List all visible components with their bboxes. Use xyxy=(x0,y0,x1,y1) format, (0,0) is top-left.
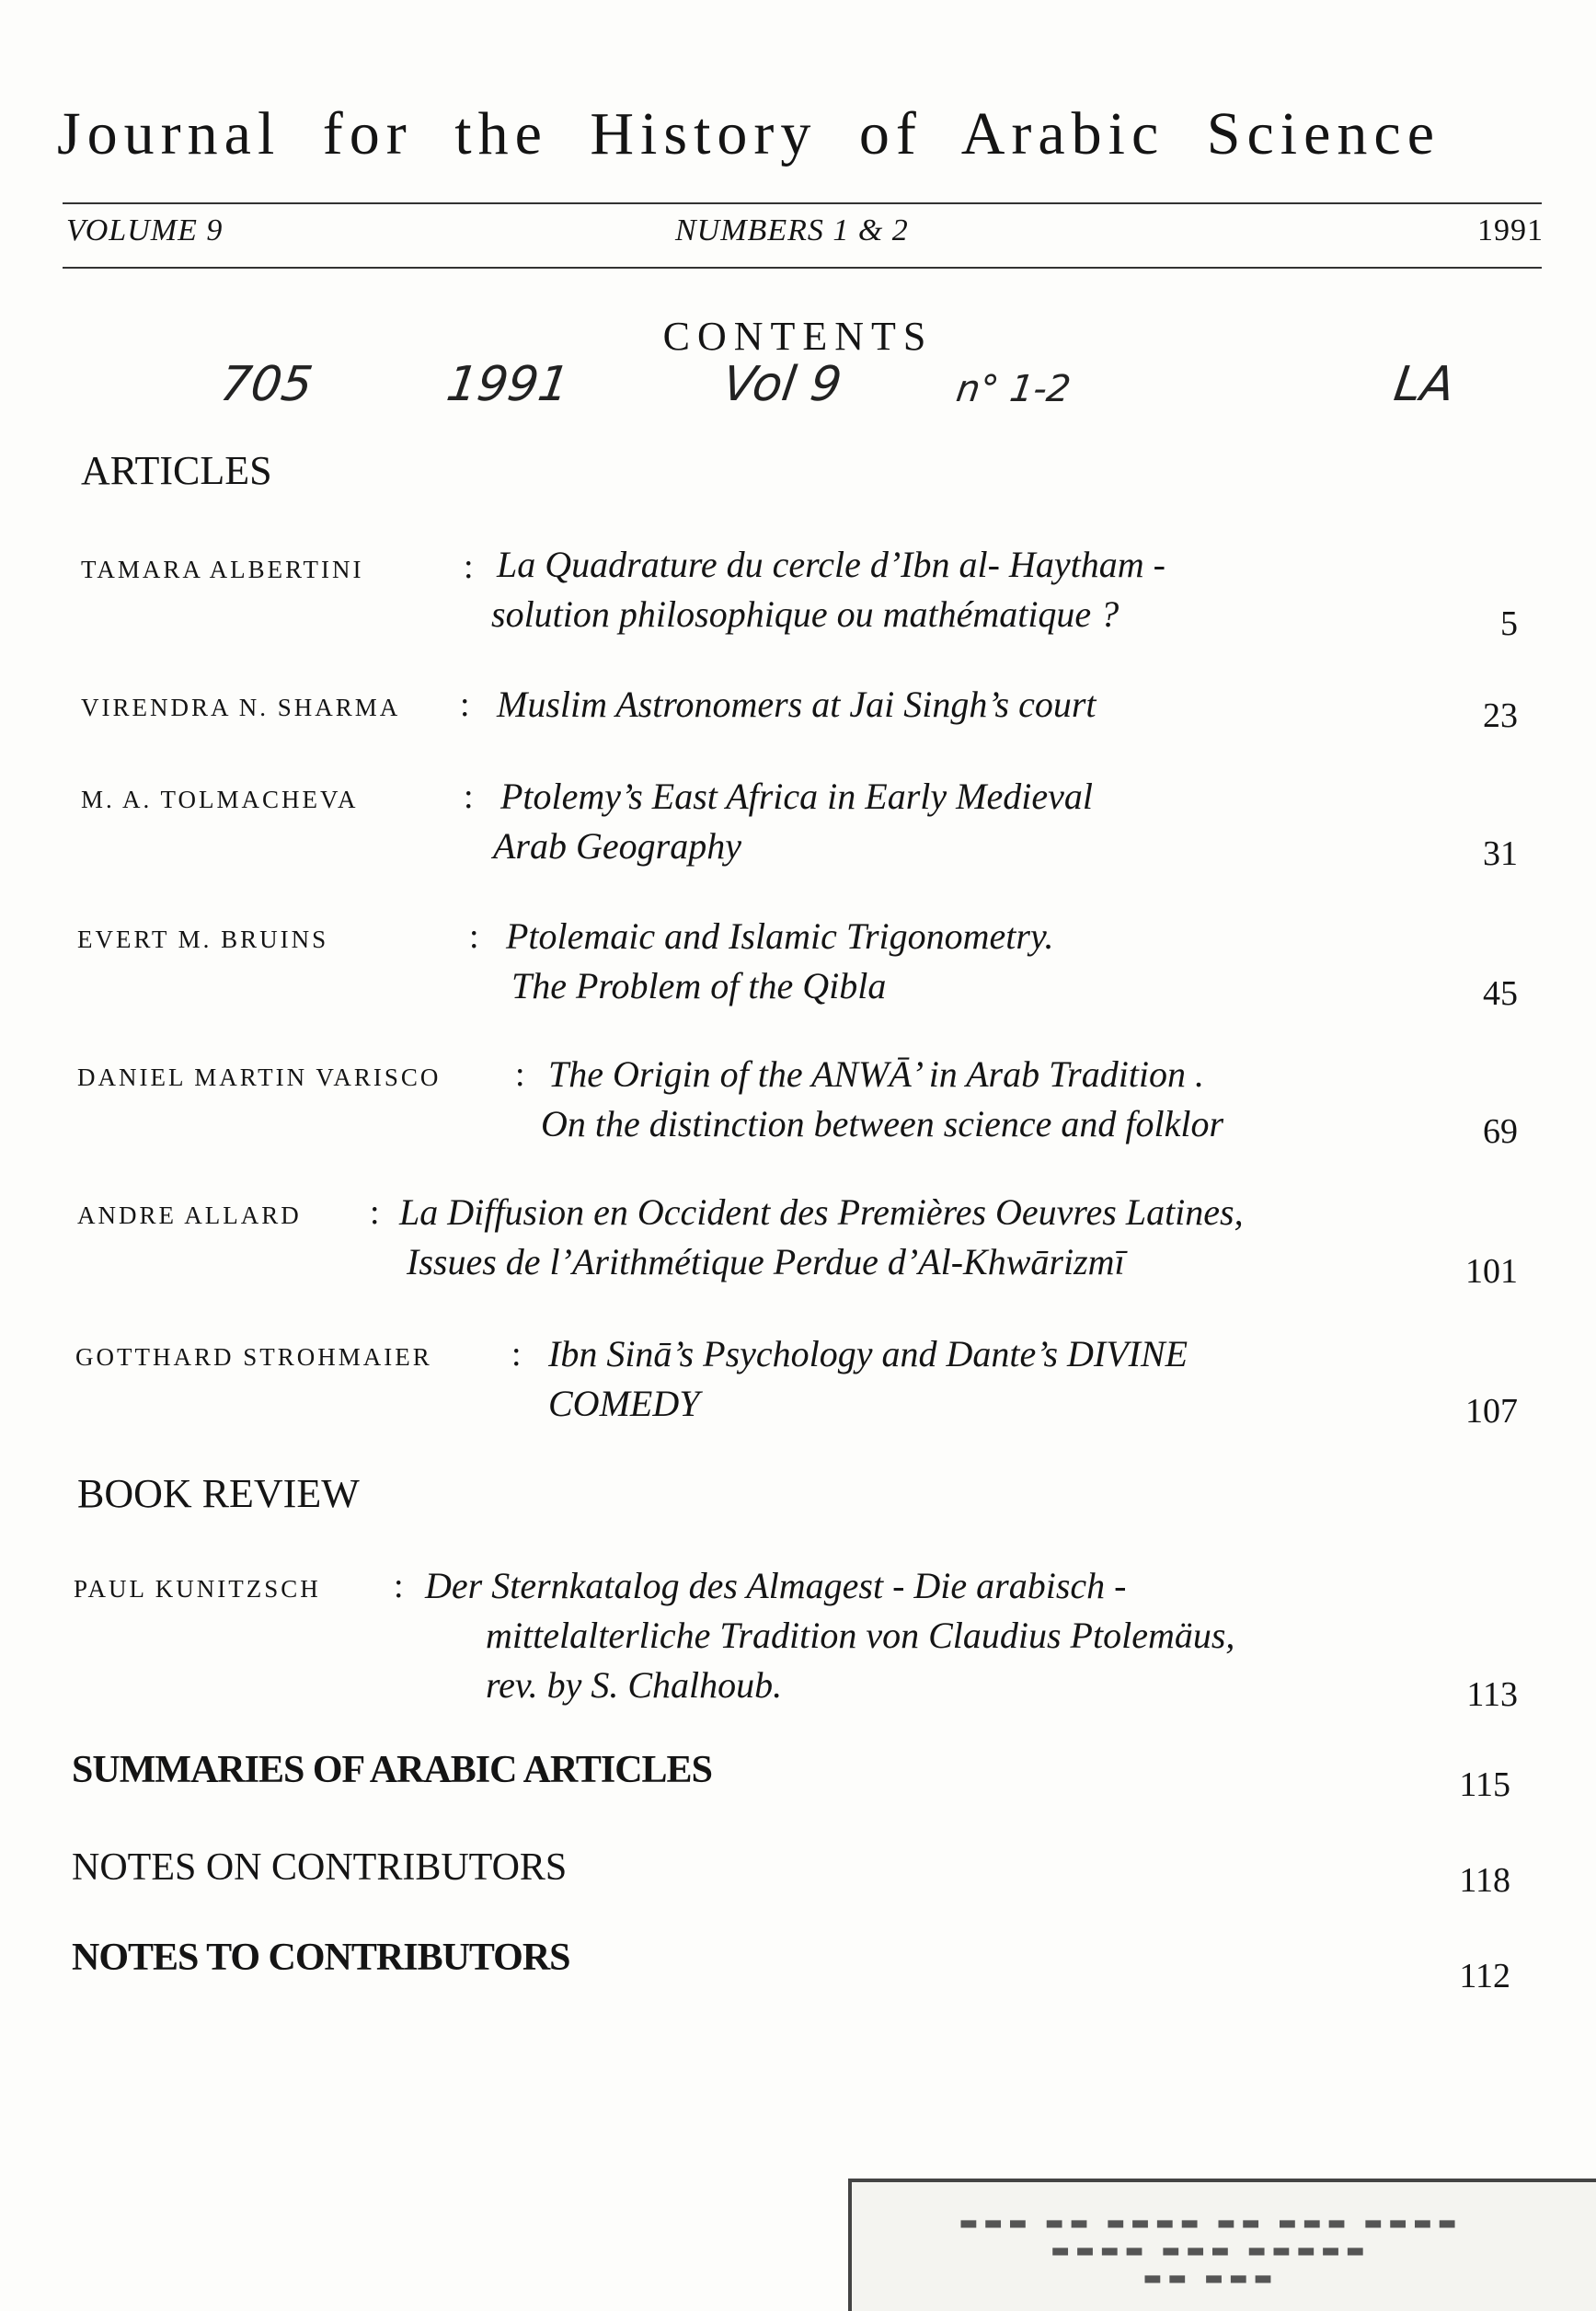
article-title-line: Ptolemy’s East Africa in Early Medieval xyxy=(500,776,1093,817)
review-author: PAUL KUNITZSCH xyxy=(74,1575,321,1603)
article-title-line: solution philosophique ou mathématique ? xyxy=(491,593,1119,635)
notes-on-contributors-page-number: 118 xyxy=(1459,1861,1510,1900)
header-bottom-rule xyxy=(63,267,1542,269)
header-top-rule xyxy=(63,202,1542,204)
volume-label: VOLUME 9 xyxy=(66,213,224,247)
article-author: TAMARA ALBERTINI xyxy=(81,556,364,583)
article-title-line: La Quadrature du cercle d’Ibn al- Haytham - xyxy=(497,544,1165,585)
author-colon: : xyxy=(464,777,474,816)
article-author: DANIEL MARTIN VARISCO xyxy=(77,1064,442,1091)
article-title-line: Muslim Astronomers at Jai Singh’s court xyxy=(497,684,1097,725)
author-colon: : xyxy=(469,917,479,956)
notes-to-contributors-page-number: 112 xyxy=(1459,1957,1510,1995)
article-page-number: 107 xyxy=(1465,1392,1518,1431)
notes-on-contributors-heading: NOTES ON CONTRIBUTORS xyxy=(72,1846,568,1889)
numbers-label: NUMBERS 1 & 2 xyxy=(675,213,909,247)
handwritten-note-volume: Vol 9 xyxy=(718,357,845,412)
handwritten-note-numbers: n° 1-2 xyxy=(953,368,1074,410)
author-colon: : xyxy=(464,547,474,586)
notes-to-contributors-heading: NOTES TO CONTRIBUTORS xyxy=(72,1937,570,1979)
article-page-number: 69 xyxy=(1483,1112,1518,1151)
article-author: EVERT M. BRUINS xyxy=(77,926,329,953)
article-page-number: 5 xyxy=(1500,604,1518,643)
article-author: ANDRE ALLARD xyxy=(77,1201,302,1229)
article-title-line: The Problem of the Qibla xyxy=(511,965,887,1006)
article-title-line: Ibn Sinā’s Psychology and Dante’s DIVINE xyxy=(548,1333,1188,1374)
handwritten-note-call-number: 705 xyxy=(216,357,316,412)
author-colon: : xyxy=(394,1567,404,1605)
article-title-line: Arab Geography xyxy=(493,825,741,867)
article-title-line: Issues de l’Arithmétique Perdue d’Al-Khwārizmī xyxy=(407,1241,1125,1282)
article-page-number: 23 xyxy=(1483,696,1518,735)
article-title-line: On the distinction between science and folklor xyxy=(541,1103,1224,1144)
article-author: VIRENDRA N. SHARMA xyxy=(81,694,401,721)
review-title-line: mittelalterliche Tradition von Claudius Ptolemäus, xyxy=(486,1615,1235,1656)
summaries-heading: SUMMARIES OF ARABIC ARTICLES xyxy=(72,1749,712,1791)
article-title-line: Ptolemaic and Islamic Trigonometry. xyxy=(506,915,1054,957)
handwritten-note-year: 1991 xyxy=(442,357,573,412)
library-stamp xyxy=(848,2179,1596,2311)
article-page-number: 45 xyxy=(1483,974,1518,1013)
article-page-number: 31 xyxy=(1483,834,1518,873)
author-colon: : xyxy=(511,1335,522,1374)
author-colon: : xyxy=(515,1055,525,1094)
journal-title: Journal for the History of Arabic Science xyxy=(57,100,1441,167)
year-label: 1991 xyxy=(1477,213,1544,247)
review-page-number: 113 xyxy=(1466,1675,1518,1714)
review-title-line: rev. by S. Chalhoub. xyxy=(486,1664,783,1706)
contents-heading: CONTENTS xyxy=(662,314,934,359)
summaries-page-number: 115 xyxy=(1459,1765,1510,1804)
review-title-line: Der Sternkatalog des Almagest - Die arabisch - xyxy=(425,1565,1127,1606)
handwritten-note-initials: LA xyxy=(1390,357,1458,412)
article-title-line: La Diffusion en Occident des Premières Oeuvres Latines, xyxy=(399,1191,1244,1233)
library-stamp-illegible-text: ▬▬▬ ▬▬ ▬▬▬▬ ▬▬ ▬▬▬ ▬▬▬▬ ▬▬▬▬ ▬▬▬ ▬▬▬▬▬ ▬▬ ▬▬▬ xyxy=(959,2212,1463,2290)
author-colon: : xyxy=(460,685,470,724)
article-title-line: The Origin of the ANWĀ’ in Arab Tradition . xyxy=(548,1053,1205,1095)
articles-heading: ARTICLES xyxy=(81,448,272,493)
article-author: GOTTHARD STROHMAIER xyxy=(75,1343,432,1371)
book-review-heading: BOOK REVIEW xyxy=(77,1471,360,1516)
article-title-line: COMEDY xyxy=(548,1383,700,1424)
article-page-number: 101 xyxy=(1465,1252,1518,1291)
article-author: M. A. TOLMACHEVA xyxy=(81,786,359,813)
author-colon: : xyxy=(370,1193,380,1232)
